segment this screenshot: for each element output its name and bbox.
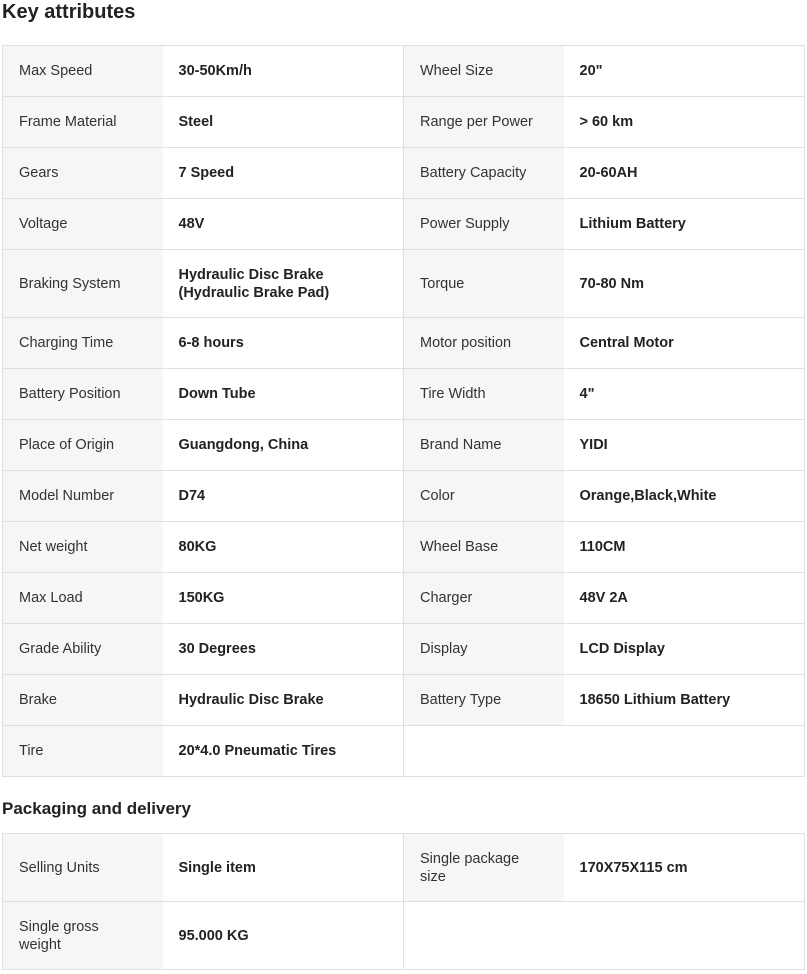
attribute-row <box>3 318 805 369</box>
attribute-row <box>3 46 805 97</box>
attribute-label: Single gross weight <box>3 902 163 970</box>
attribute-value: Guangdong, China <box>163 420 404 471</box>
key-attributes-heading: Key attributes <box>2 1 136 23</box>
attribute-label: Frame Material <box>3 97 163 148</box>
attribute-value: D74 <box>163 471 404 522</box>
attribute-row <box>3 902 805 970</box>
attribute-value: 110CM <box>564 522 805 573</box>
attribute-value: 7 Speed <box>163 148 404 199</box>
attribute-value: 48V <box>163 199 404 250</box>
packaging-table <box>2 833 805 970</box>
attribute-row <box>3 624 805 675</box>
attribute-label: Braking System <box>3 250 163 318</box>
attribute-value: 95.000 KG <box>163 902 404 970</box>
attribute-row <box>3 471 805 522</box>
attribute-label: Battery Capacity <box>404 148 564 199</box>
attribute-value: Single item <box>163 834 404 902</box>
attribute-value: 48V 2A <box>564 573 805 624</box>
attribute-row <box>3 834 805 902</box>
attribute-value: Orange,Black,White <box>564 471 805 522</box>
attribute-value: 70-80 Nm <box>564 250 805 318</box>
attribute-label: Model Number <box>3 471 163 522</box>
attribute-label: Max Speed <box>3 46 163 97</box>
attribute-label: Wheel Base <box>404 522 564 573</box>
attribute-label: Max Load <box>3 573 163 624</box>
attribute-value: 20" <box>564 46 805 97</box>
attribute-label: Power Supply <box>404 199 564 250</box>
attribute-value: > 60 km <box>564 97 805 148</box>
attribute-label: Battery Position <box>3 369 163 420</box>
attribute-label: Grade Ability <box>3 624 163 675</box>
attribute-label: Color <box>404 471 564 522</box>
attribute-row <box>3 420 805 471</box>
attribute-value: 6-8 hours <box>163 318 404 369</box>
attribute-label: Single package size <box>404 834 564 902</box>
attribute-value: 150KG <box>163 573 404 624</box>
attribute-row <box>3 199 805 250</box>
attribute-value: Steel <box>163 97 404 148</box>
attribute-label: Voltage <box>3 199 163 250</box>
attribute-label: Net weight <box>3 522 163 573</box>
attribute-value: Central Motor <box>564 318 805 369</box>
attribute-value: Hydraulic Disc Brake <box>163 675 404 726</box>
attribute-value: Down Tube <box>163 369 404 420</box>
attribute-label: Place of Origin <box>3 420 163 471</box>
attribute-value: YIDI <box>564 420 805 471</box>
attribute-row <box>3 726 805 777</box>
attribute-row <box>3 148 805 199</box>
attribute-row <box>3 573 805 624</box>
attribute-value: 20-60AH <box>564 148 805 199</box>
attribute-value: 30 Degrees <box>163 624 404 675</box>
attribute-value: 4" <box>564 369 805 420</box>
attribute-label: Gears <box>3 148 163 199</box>
packaging-heading: Packaging and delivery <box>2 799 191 818</box>
attribute-row <box>3 369 805 420</box>
attribute-row <box>3 675 805 726</box>
attribute-label: Battery Type <box>404 675 564 726</box>
attribute-row <box>3 97 805 148</box>
attribute-label: Charger <box>404 573 564 624</box>
empty-cell <box>404 902 805 970</box>
empty-cell <box>404 726 805 777</box>
key-attributes-table <box>2 45 805 777</box>
attribute-value: 20*4.0 Pneumatic Tires <box>163 726 404 777</box>
attribute-label: Tire <box>3 726 163 777</box>
attribute-label: Range per Power <box>404 97 564 148</box>
attribute-row <box>3 250 805 318</box>
attribute-value: 30-50Km/h <box>163 46 404 97</box>
attribute-value: LCD Display <box>564 624 805 675</box>
attribute-value: Hydraulic Disc Brake (Hydraulic Brake Pad) <box>163 250 404 318</box>
attribute-label: Torque <box>404 250 564 318</box>
attribute-label: Motor position <box>404 318 564 369</box>
attribute-label: Charging Time <box>3 318 163 369</box>
attribute-label: Display <box>404 624 564 675</box>
attribute-value: 18650 Lithium Battery <box>564 675 805 726</box>
attribute-label: Brand Name <box>404 420 564 471</box>
attribute-value: Lithium Battery <box>564 199 805 250</box>
attribute-value: 170X75X115 cm <box>564 834 805 902</box>
attribute-value: 80KG <box>163 522 404 573</box>
attribute-row <box>3 522 805 573</box>
attribute-label: Selling Units <box>3 834 163 902</box>
attribute-label: Wheel Size <box>404 46 564 97</box>
attribute-label: Tire Width <box>404 369 564 420</box>
attribute-label: Brake <box>3 675 163 726</box>
